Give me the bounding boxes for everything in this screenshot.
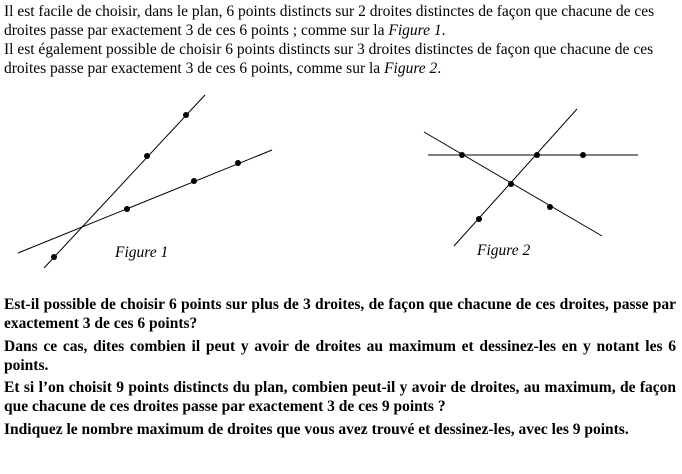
figure-1-point: [144, 153, 150, 159]
figure-2-point: [547, 204, 553, 210]
question-3: Et si l’on choisit 9 points distincts du plan, combien peut-il y avoir de droites, au maximum, de façon que chacune de ces droites passe par exactement 3 de ces 9 points ?: [4, 379, 676, 415]
figure-1-point: [51, 254, 57, 260]
figure-2-caption: Figure 2: [477, 242, 531, 259]
figure-2-line-rising: [454, 109, 577, 246]
figure-1-line-b: [18, 150, 272, 253]
figures-area: [0, 80, 682, 280]
figure-1-point: [183, 112, 189, 118]
figure-2-point: [459, 152, 465, 158]
figure-2-point: [508, 181, 514, 187]
figure-2-point: [580, 152, 586, 158]
intro-paragraph-1: Il est facile de choisir, dans le plan, 6 points distincts sur 2 droites distinctes de façon que chacune de ces droites passe par exactement 3 de ces 6 points ; comme sur la Figure 1.: [4, 3, 655, 39]
figure-1-caption: Figure 1: [115, 244, 169, 261]
intro-paragraph-2: Il est également possible de choisir 6 points distincts sur 3 droites distinctes de façon que chacune de ces droites passe par exactement 3 de ces 6 points, comme sur la Figure 2.: [4, 41, 654, 77]
questions-block: [4, 295, 676, 442]
figure-1: [18, 95, 272, 268]
figure-2-point: [534, 152, 540, 158]
figure-2-point: [476, 216, 482, 222]
figure-1-reference: Figure 1: [388, 22, 442, 39]
figure-2-reference: Figure 2: [384, 60, 438, 77]
intro-text: [4, 2, 680, 78]
question-4: Indiquez le nombre maximum de droites que vous avez trouvé et dessinez-les, avec les 9 points.: [4, 420, 629, 438]
figure-1-point: [191, 178, 197, 184]
figure-1-point: [124, 206, 130, 212]
question-2: Dans ce cas, dites combien il peut y avoir de droites au maximum et dessinez-les en y notant les 6 points.: [4, 337, 676, 374]
figure-1-point: [235, 160, 241, 166]
figure-1-line-a: [44, 95, 205, 268]
figure-2: [424, 109, 638, 259]
question-1: Est-il possible de choisir 6 points sur plus de 3 droites, de façon que chacune de ces droites, passe par exactement 3 de ces 6 points?: [4, 296, 676, 332]
